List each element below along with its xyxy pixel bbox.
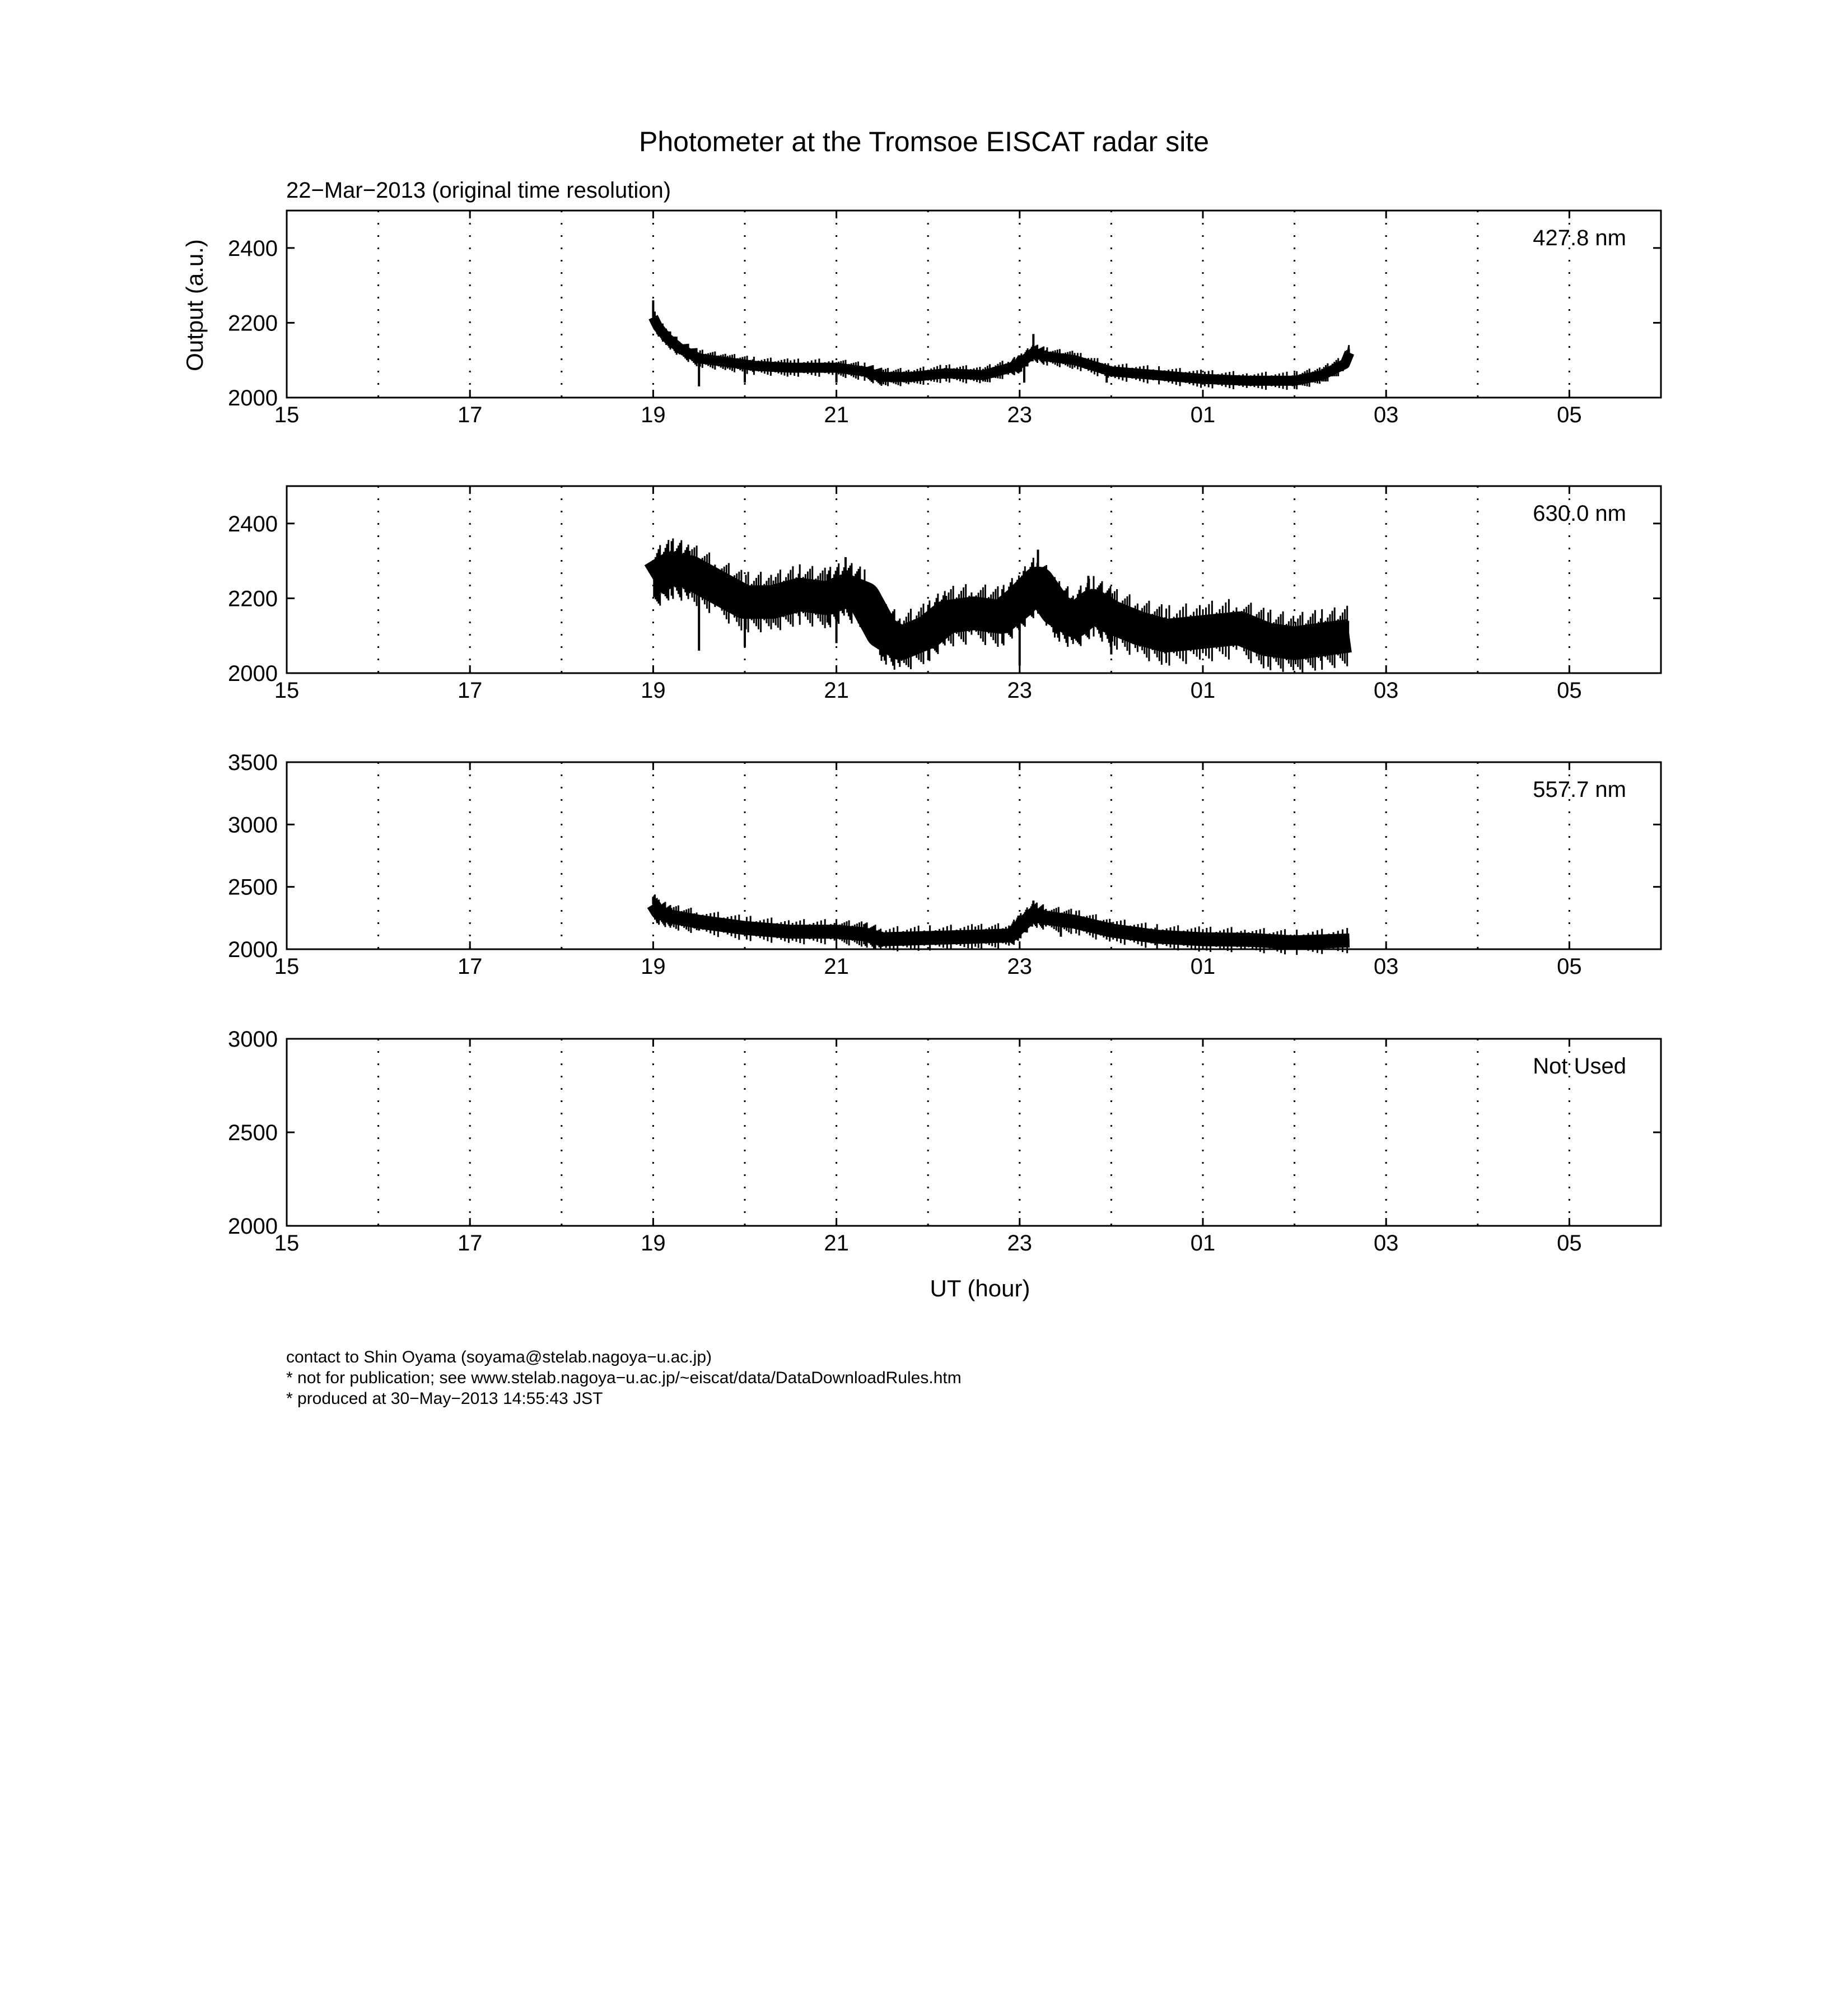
x-tick-label: 23 xyxy=(1007,678,1033,703)
x-tick-label: 23 xyxy=(1007,1231,1033,1256)
y-tick-label: 3000 xyxy=(228,813,278,838)
x-tick-label: 15 xyxy=(274,1231,300,1256)
x-tick-label: 03 xyxy=(1373,403,1399,427)
x-tick-label: 15 xyxy=(274,403,300,427)
y-tick-label: 2400 xyxy=(228,236,278,261)
y-tick-label: 2000 xyxy=(228,1214,278,1239)
footer-usage-note: * not for publication; see www.stelab.nagoya−u.ac.jp/~eiscat/data/DataDownloadRules.htm xyxy=(286,1369,962,1387)
y-tick-label: 2400 xyxy=(228,511,278,536)
x-tick-label: 01 xyxy=(1190,1231,1216,1256)
x-tick-label: 21 xyxy=(824,954,849,979)
panel-annotation: 630.0 nm xyxy=(1533,501,1626,526)
axes-frame xyxy=(287,1039,1661,1226)
x-tick-label: 19 xyxy=(641,1231,666,1256)
y-tick-label: 3500 xyxy=(228,750,278,775)
axes-frame xyxy=(287,762,1661,949)
chart-panel-3 xyxy=(228,750,1661,979)
x-tick-label: 17 xyxy=(457,403,483,427)
x-tick-label: 05 xyxy=(1557,954,1582,979)
y-tick-label: 3000 xyxy=(228,1027,278,1052)
x-tick-label: 23 xyxy=(1007,954,1033,979)
x-tick-label: 21 xyxy=(824,678,849,703)
footer-produced-timestamp: * produced at 30−May−2013 14:55:43 JST xyxy=(286,1389,603,1408)
x-tick-label: 15 xyxy=(274,954,300,979)
x-tick-label: 21 xyxy=(824,1231,849,1256)
y-tick-label: 2500 xyxy=(228,1121,278,1145)
y-tick-label: 2000 xyxy=(228,386,278,410)
x-tick-label: 19 xyxy=(641,954,666,979)
y-tick-label: 2200 xyxy=(228,586,278,612)
panel-annotation: 427.8 nm xyxy=(1533,226,1626,250)
chart-panel-4 xyxy=(228,1027,1661,1256)
x-tick-label: 23 xyxy=(1007,403,1033,427)
x-tick-label: 05 xyxy=(1557,678,1582,703)
x-tick-label: 19 xyxy=(641,403,666,427)
x-tick-label: 05 xyxy=(1557,403,1582,427)
chart-panel-1 xyxy=(228,211,1661,427)
footer-contact: contact to Shin Oyama (soyama@stelab.nagoya−u.ac.jp) xyxy=(286,1348,712,1366)
y-axis-label: Output (a.u.) xyxy=(181,239,208,371)
x-tick-label: 17 xyxy=(457,678,483,703)
panel-annotation: 557.7 nm xyxy=(1533,777,1626,802)
panel-annotation: Not Used xyxy=(1533,1054,1626,1079)
x-axis-label: UT (hour) xyxy=(930,1275,1030,1301)
x-tick-label: 19 xyxy=(641,678,666,703)
x-tick-label: 21 xyxy=(824,403,849,427)
x-tick-label: 01 xyxy=(1190,678,1216,703)
x-tick-label: 03 xyxy=(1373,954,1399,979)
y-tick-label: 2000 xyxy=(228,661,278,686)
x-tick-label: 03 xyxy=(1373,678,1399,703)
x-tick-label: 01 xyxy=(1190,954,1216,979)
x-tick-label: 17 xyxy=(457,1231,483,1256)
x-tick-label: 03 xyxy=(1373,1231,1399,1256)
y-tick-label: 2500 xyxy=(228,875,278,900)
axes-frame xyxy=(287,486,1661,673)
chart-title: Photometer at the Tromsoe EISCAT radar site xyxy=(638,126,1210,157)
y-tick-label: 2200 xyxy=(228,311,278,336)
x-tick-label: 01 xyxy=(1190,403,1216,427)
footer-notes xyxy=(286,1347,962,1409)
x-tick-label: 15 xyxy=(274,678,300,703)
x-tick-label: 17 xyxy=(457,954,483,979)
chart-subtitle: 22−Mar−2013 (original time resolution) xyxy=(286,178,671,203)
x-tick-label: 05 xyxy=(1557,1231,1582,1256)
chart-panel-2 xyxy=(228,486,1661,703)
y-tick-label: 2000 xyxy=(228,937,278,962)
